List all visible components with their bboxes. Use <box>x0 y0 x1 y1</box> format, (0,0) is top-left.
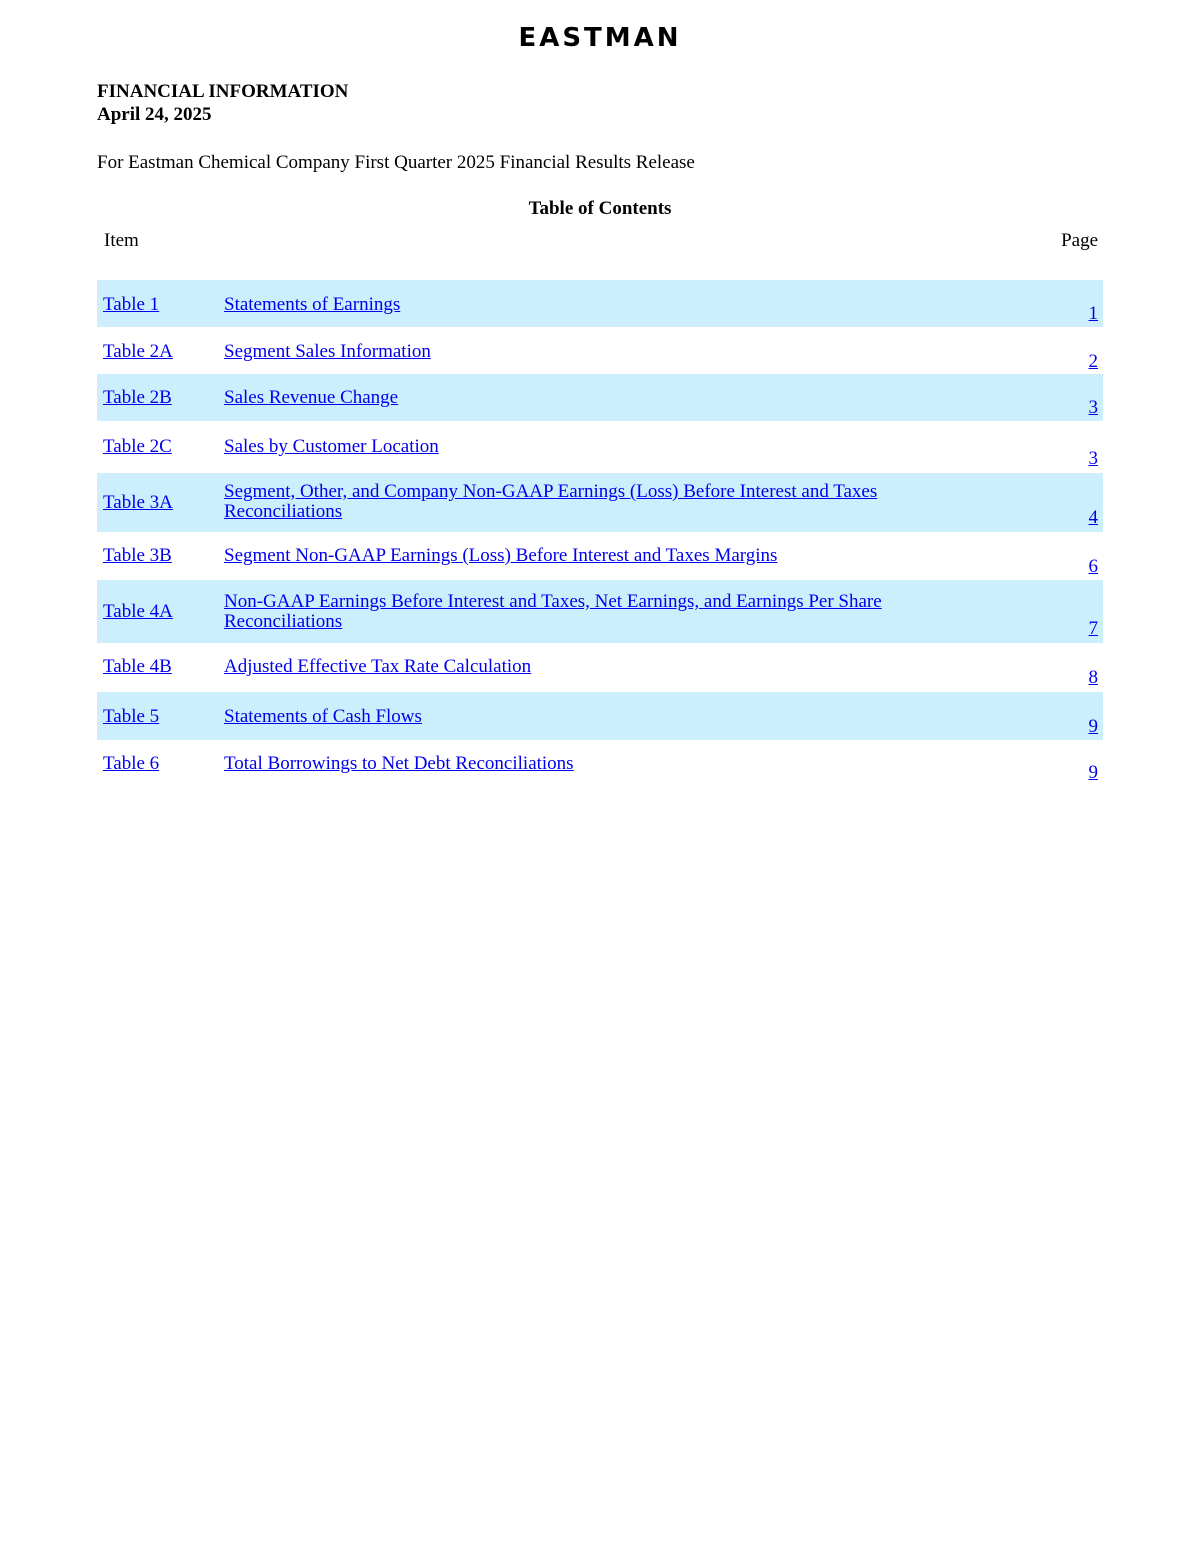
toc-description-link[interactable]: Total Borrowings to Net Debt Reconciliations <box>224 753 574 774</box>
toc-page-link[interactable]: 6 <box>1088 556 1098 577</box>
toc-page-link[interactable]: 9 <box>1088 716 1098 737</box>
toc-item-link[interactable]: Table 3A <box>103 492 173 513</box>
toc-description-link[interactable]: Adjusted Effective Tax Rate Calculation <box>224 656 532 677</box>
toc-table <box>97 280 1103 788</box>
toc-page-link[interactable]: 8 <box>1088 667 1098 688</box>
toc-heading: Table of Contents <box>528 198 672 219</box>
toc-page-link[interactable]: 2 <box>1088 351 1098 372</box>
document-subtitle: For Eastman Chemical Company First Quarter 2025 Financial Results Release <box>97 152 695 173</box>
toc-row <box>97 580 1103 643</box>
toc-description-link[interactable]: Segment, Other, and Company Non-GAAP Earnings (Loss) Before Interest and Taxes Reconciliations <box>224 481 878 522</box>
toc-page-link[interactable]: 1 <box>1088 303 1098 324</box>
toc-description-link[interactable]: Sales Revenue Change <box>224 387 399 408</box>
logo-wordmark: EASTMAN <box>518 23 682 52</box>
column-header-page: Page <box>1061 230 1098 251</box>
toc-description-link[interactable]: Statements of Cash Flows <box>224 706 422 727</box>
toc-description-link[interactable]: Segment Sales Information <box>224 341 431 362</box>
toc-row <box>97 374 1103 421</box>
toc-row <box>97 532 1103 580</box>
toc-row <box>97 473 1103 532</box>
toc-item-link[interactable]: Table 2C <box>103 436 172 457</box>
toc-item-link[interactable]: Table 1 <box>103 294 160 315</box>
toc-item-link[interactable]: Table 4B <box>103 656 172 677</box>
toc-item-link[interactable]: Table 3B <box>103 545 172 566</box>
toc-item-link[interactable]: Table 6 <box>103 753 160 774</box>
toc-item-link[interactable]: Table 4A <box>103 601 173 622</box>
eastman-logo <box>0 22 1200 57</box>
toc-page-link[interactable]: 9 <box>1088 762 1098 783</box>
toc-item-link[interactable]: Table 2A <box>103 341 173 362</box>
toc-item-link[interactable]: Table 2B <box>103 387 172 408</box>
document-date: April 24, 2025 <box>97 104 212 125</box>
column-header-item: Item <box>104 230 139 251</box>
toc-row <box>97 327 1103 374</box>
toc-description-link[interactable]: Statements of Earnings <box>224 294 401 315</box>
toc-description-link[interactable]: Sales by Customer Location <box>224 436 439 457</box>
toc-row <box>97 280 1103 327</box>
toc-row <box>97 643 1103 692</box>
toc-row <box>97 421 1103 473</box>
document-title: FINANCIAL INFORMATION <box>97 81 349 102</box>
toc-page-link[interactable]: 4 <box>1088 507 1098 528</box>
toc-row <box>97 740 1103 788</box>
toc-page-link[interactable]: 7 <box>1088 618 1098 639</box>
toc-description-link[interactable]: Non-GAAP Earnings Before Interest and Taxes, Net Earnings, and Earnings Per Share Reconciliations <box>224 591 882 632</box>
toc-description-link[interactable]: Segment Non-GAAP Earnings (Loss) Before Interest and Taxes Margins <box>224 545 778 566</box>
toc-row <box>97 692 1103 740</box>
toc-page-link[interactable]: 3 <box>1088 397 1098 418</box>
toc-page-link[interactable]: 3 <box>1088 448 1098 469</box>
toc-item-link[interactable]: Table 5 <box>103 706 160 727</box>
